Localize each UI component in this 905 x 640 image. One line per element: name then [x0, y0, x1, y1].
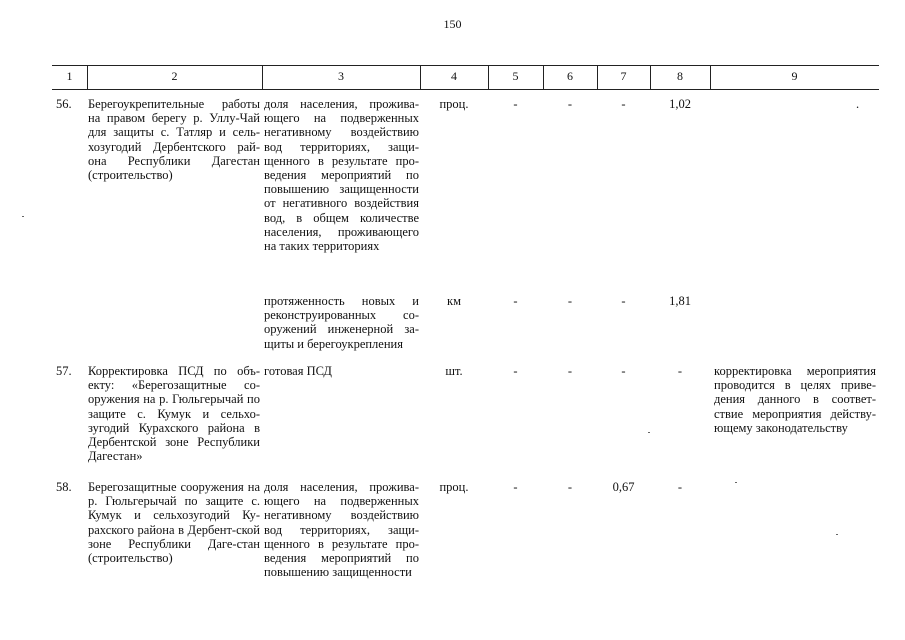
value-col5: -	[513, 480, 518, 494]
row-number: 56.	[56, 97, 72, 111]
unit: проц.	[439, 480, 469, 494]
row-number: 57.	[56, 364, 72, 378]
header-col-4: 4	[451, 69, 457, 83]
header-col-9: 9	[791, 69, 798, 83]
header-col-1: 1	[66, 69, 73, 83]
header-col-7: 7	[620, 69, 627, 83]
value-col8: -	[677, 364, 683, 378]
value-col5: -	[513, 97, 518, 111]
indicator-text: доля населения, прожива-ющего на подверженных негативному воздействию вод территориях, защи-щенного в результате про-ведения мероприятий по повышению защищенности от негативного воздействия вод, в общем количестве населения, проживающего на таких территориях	[264, 97, 419, 254]
indicator-text: доля населения, прожива-ющего на подверженных негативному воздействию вод территориях, защи-щенного в результате про-ведения мероприятий по повышению защищенности	[264, 480, 419, 580]
value-col5: -	[513, 364, 518, 378]
value-col7: -	[621, 97, 626, 111]
unit: проц.	[439, 97, 469, 111]
value-col8: 1,81	[669, 294, 691, 308]
row-number: 58.	[56, 480, 72, 494]
note: корректировка мероприятия проводится в целях приве-дения данного в соответ-ствие мероприятия действу-ющему законодательству	[714, 364, 876, 435]
unit: шт.	[445, 364, 463, 378]
value-col6: -	[567, 97, 573, 111]
value-col6: -	[567, 480, 573, 494]
header-col-6: 6	[567, 69, 573, 83]
scan-speck	[22, 216, 24, 217]
indicator-text: готовая ПСД	[264, 364, 332, 378]
header-col-2: 2	[171, 69, 178, 83]
scan-speck	[836, 534, 838, 535]
header-col-3: 3	[338, 69, 344, 83]
scan-speck	[648, 432, 650, 433]
value-col7: -	[621, 294, 626, 308]
header-top-border	[52, 65, 879, 66]
event-name: Берегоукрепительные работы на правом берегу р. Уллу-Чай для защиты с. Татляр и сель-хозугодий Дербентского рай-она Республики Дагестан (строительство)	[88, 97, 260, 183]
value-col6: -	[567, 294, 573, 308]
event-name: Берегозащитные сооружения на р. Гюльгерычай по защите с. Кумук и сельхозугодий Ку-рахского района в Дербент-ской зоне Республики Даге-стан (строительство)	[88, 480, 260, 566]
value-col7: -	[621, 364, 626, 378]
value-col8: -	[677, 480, 683, 494]
header-col-5: 5	[512, 69, 519, 83]
page-number: 150	[443, 17, 462, 31]
value-col8: 1,02	[669, 97, 691, 111]
indicator-text: протяженность новых и реконструированных со-оружений инженерной за-щиты и берегоукрепления	[264, 294, 419, 351]
event-name: Корректировка ПСД по объ-екту: «Берегозащитные со-оружения на р. Гюльгерычай по защите с. Кумук и сельхо-зугодий Курахского района в Дербентской зоне Республики Дагестан»	[88, 364, 260, 464]
unit: км	[447, 294, 461, 308]
header-col-8: 8	[677, 69, 683, 83]
value-col7: 0,67	[612, 480, 635, 494]
header-bottom-border	[52, 89, 879, 90]
value-col6: -	[567, 364, 573, 378]
value-col5: -	[513, 294, 518, 308]
note: .	[856, 97, 860, 111]
scan-speck	[735, 482, 737, 483]
